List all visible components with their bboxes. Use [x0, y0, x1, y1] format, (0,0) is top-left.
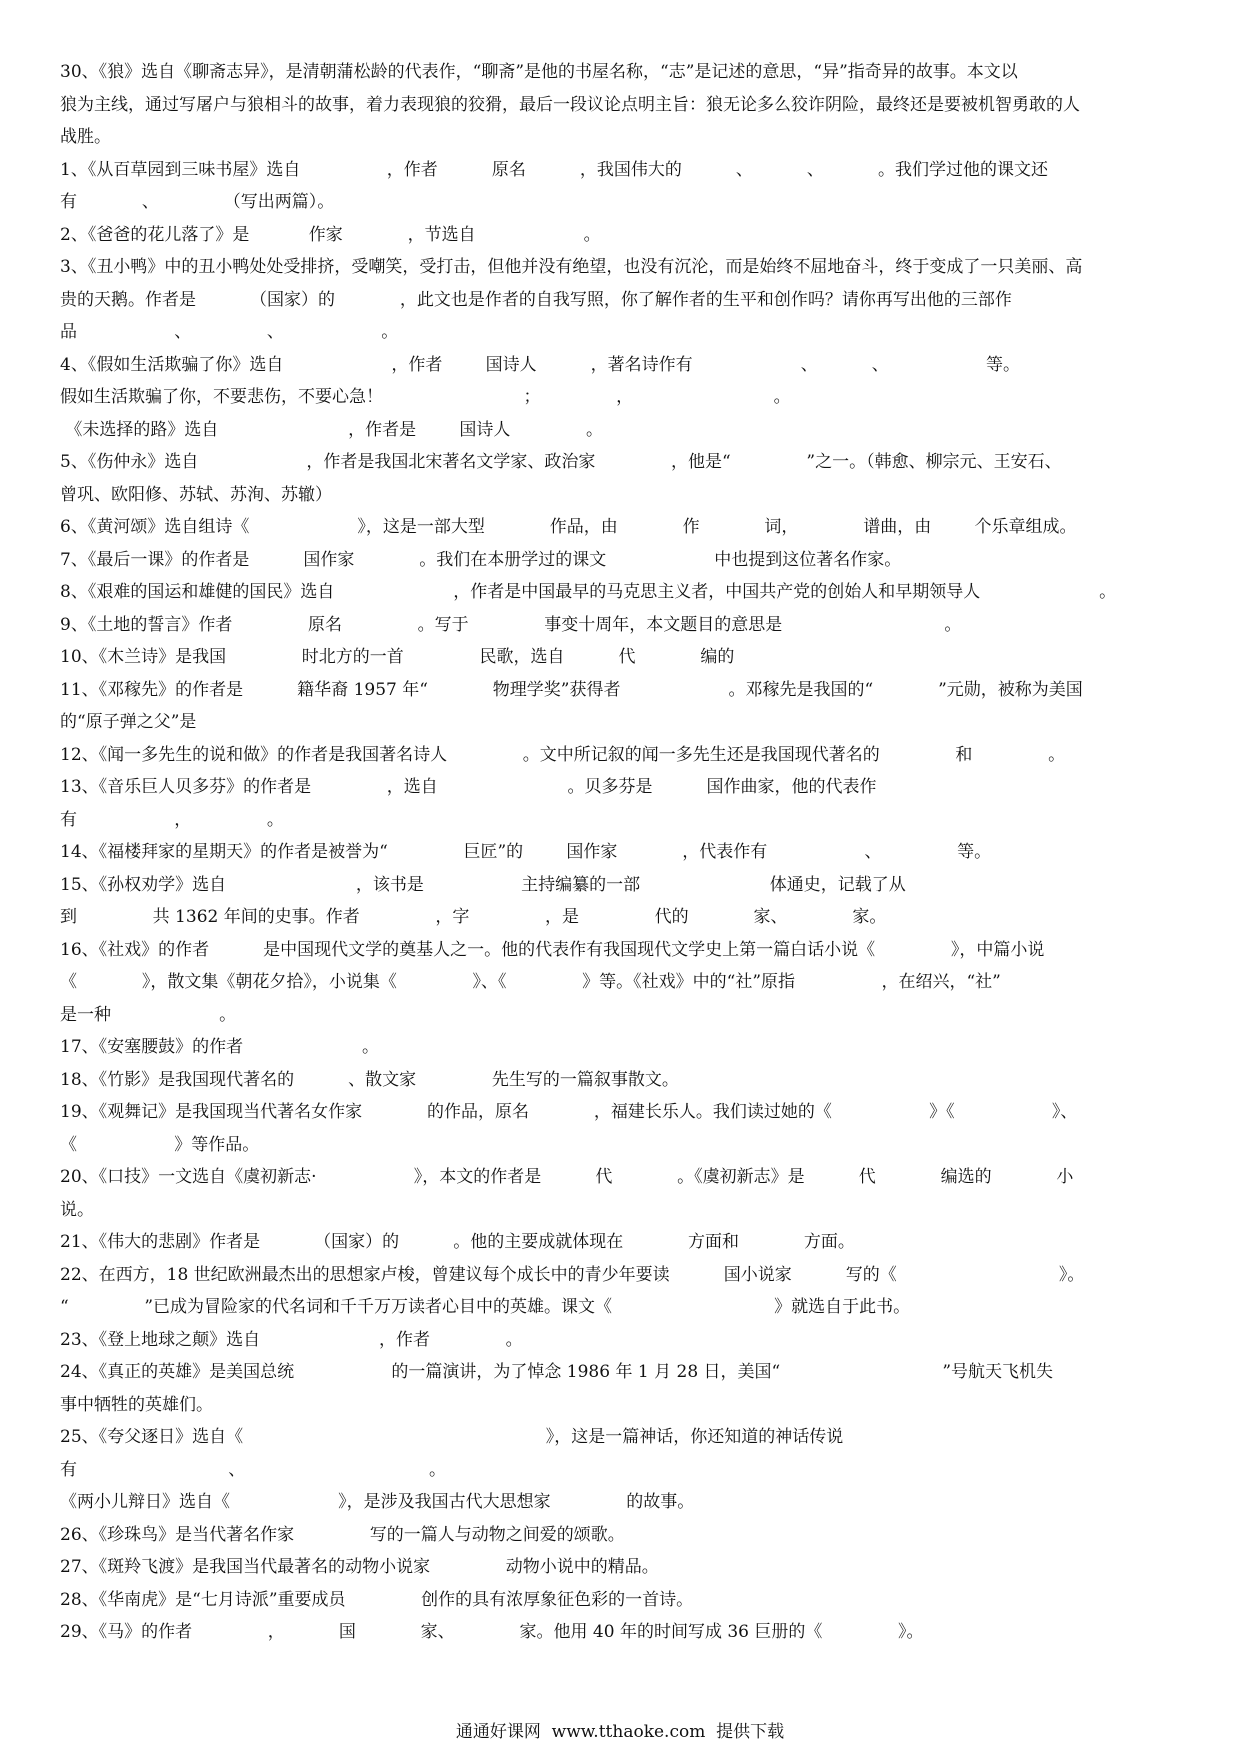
- text-line: 27、《斑羚飞渡》是我国当代最著名的动物小说家 动物小说中的精品。: [60, 1557, 659, 1577]
- text-line: 13、《音乐巨人贝多芬》的作者是 ，选自 。贝多芬是 国作曲家，他的代表作: [60, 777, 877, 797]
- text-line: 有 、 （写出两篇）。: [60, 192, 335, 212]
- text-line: 21、《伟大的悲剧》作者是 （国家）的 。他的主要成就体现在 方面和 方面。: [60, 1232, 855, 1252]
- text-line: 6、《黄河颂》选自组诗《 》，这是一部大型 作品，由 作 词， 谱曲，由 个乐章组成。: [60, 517, 1077, 537]
- text-line: 《未选择的路》选自 ，作者是 国诗人 。: [60, 419, 603, 440]
- text-line: 4、《假如生活欺骗了你》选自 ，作者 国诗人 ，著名诗作有 、 、 等。: [60, 354, 1021, 375]
- text-line: 7、《最后一课》的作者是 国作家 。我们在本册学过的课文 中也提到这位著名作家。: [60, 549, 902, 570]
- text-line: 9、《土地的誓言》作者 原名 。写于 事变十周年，本文题目的意思是 。: [60, 614, 962, 635]
- text-line: 10、《木兰诗》是我国 时北方的一首 民歌，选自 代 编的: [60, 647, 735, 667]
- text-line: 3、《丑小鸭》中的丑小鸭处处受排挤，受嘲笑，受打击，但他并没有绝望，也没有沉沦，而是始终不屈地奋斗，终于变成了一只美丽、高: [60, 257, 1083, 277]
- text-line: 29、《马》的作者 ， 国 家、 家。他用 40 年的时间写成 36 巨册的《 》。: [60, 1622, 924, 1642]
- text-line: 23、《登上地球之颠》选自 ，作者 。: [60, 1329, 523, 1350]
- text-line: 24、《真正的英雄》是美国总统 的一篇演讲，为了悼念 1986 年 1 月 28 日，美国“ ”号航天飞机失: [60, 1362, 1054, 1382]
- text-line: 战胜。: [60, 127, 111, 147]
- text-line: 18、《竹影》是我国现代著名的 、散文家 先生写的一篇叙事散文。: [60, 1069, 679, 1090]
- text-line: 《两小儿辩日》选自《 》，是涉及我国古代大思想家 的故事。: [60, 1492, 695, 1512]
- text-line: 有 ， 。: [60, 809, 284, 830]
- page-footer: 通通好课网 www.tthaoke.com 提供下载: [455, 1722, 785, 1742]
- text-line: 曾巩、欧阳修、苏轼、苏洵、苏辙）: [60, 484, 332, 505]
- text-line: 说。: [60, 1199, 94, 1220]
- text-line: 8、《艰难的国运和雄健的国民》选自 ，作者是中国最早的马克思主义者，中国共产党的创始人和早期领导人 。: [60, 582, 1117, 602]
- text-line: 15、《孙权劝学》选自 ，该书是 主持编纂的一部 体通史，记载了从: [60, 874, 906, 895]
- text-line: 11、《邓稼先》的作者是 籍华裔 1957 年“ 物理学奖”获得者 。邓稼先是我国的“ ”元勋，被称为美国: [60, 679, 1083, 700]
- text-line: 17、《安塞腰鼓》的作者 。: [60, 1037, 380, 1057]
- text-line: “ ”已成为冒险家的代名词和千千万万读者心目中的英雄。课文《 》就选自于此书。: [60, 1297, 911, 1317]
- text-line: 25、《夸父逐日》选自《 》，这是一篇神话，你还知道的神话传说: [60, 1427, 844, 1447]
- text-line: 的“原子弹之父”是: [60, 712, 197, 732]
- document-body: [60, 56, 1180, 1649]
- text-line: 12、《闻一多先生的说和做》的作者是我国著名诗人 。文中所记叙的闻一多先生还是我国现代著名的 和 。: [60, 744, 1066, 765]
- text-line: 26、《珍珠鸟》是当代著名作家 写的一篇人与动物之间爱的颂歌。: [60, 1524, 625, 1545]
- text-line: 狼为主线，通过写屠户与狼相斗的故事，着力表现狼的狡猾，最后一段议论点明主旨：狼无论多么狡诈阴险，最终还是要被机智勇敢的人: [60, 94, 1080, 115]
- text-line: 是一种 。: [60, 1004, 237, 1025]
- text-line: 1、《从百草园到三味书屋》选自 ，作者 原名 ，我国伟大的 、 、 。我们学过他的课文还: [60, 159, 1048, 180]
- text-line: 14、《福楼拜家的星期天》的作者是被誉为“ 巨匠”的 国作家 ，代表作有 、 等。: [60, 842, 992, 862]
- text-line: 19、《观舞记》是我国现当代著名女作家 的作品，原名 ，福建长乐人。我们读过她的《 》《 》、: [60, 1102, 1078, 1122]
- text-line: 到 共 1362 年间的史事。作者 ，字 ，是 代的 家、 家。: [60, 907, 887, 927]
- text-line: 5、《伤仲永》选自 ，作者是我国北宋著名文学家、政治家 ，他是“ ”之一。（韩愈、柳宗元、王安石、: [60, 452, 1062, 472]
- text-line: 《 》，散文集《朝花夕拾》，小说集《 》、《 》等。《社戏》中的“社”原指 ，在绍兴，“社”: [60, 972, 1001, 992]
- text-line: 假如生活欺骗了你，不要悲伤，不要心急！ ； ， 。: [60, 387, 791, 407]
- text-line: 品 、 、 。: [60, 322, 399, 342]
- text-line: 16、《社戏》的作者 是中国现代文学的奠基人之一。他的代表作有我国现代文学史上第一篇白话小说《 》，中篇小说: [60, 939, 1045, 960]
- text-line: 30、《狼》选自《聊斋志异》，是清朝蒲松龄的代表作，“聊斋”是他的书屋名称，“志”是记述的意思，“异”指奇异的故事。本文以: [60, 62, 1018, 82]
- text-line: 22、在西方，18 世纪欧洲最杰出的思想家卢梭，曾建议每个成长中的青少年要读 国小说家 写的《 》。: [60, 1264, 1085, 1285]
- text-line: 《 》等作品。: [60, 1134, 260, 1155]
- text-line: 28、《华南虎》是“七月诗派”重要成员 创作的具有浓厚象征色彩的一首诗。: [60, 1589, 694, 1610]
- text-line: 2、《爸爸的花儿落了》是 作家 ，节选自 。: [60, 224, 601, 245]
- text-line: 事中牺牲的英雄们。: [60, 1394, 213, 1415]
- text-line: 20、《口技》一文选自《虞初新志· 》，本文的作者是 代 。《虞初新志》是 代 编选的 小: [60, 1167, 1074, 1187]
- text-line: 贵的天鹅。作者是 （国家）的 ，此文也是作者的自我写照，你了解作者的生平和创作吗？请你再写出他的三部作: [60, 289, 1012, 310]
- text-line: 有 、 。: [60, 1459, 447, 1480]
